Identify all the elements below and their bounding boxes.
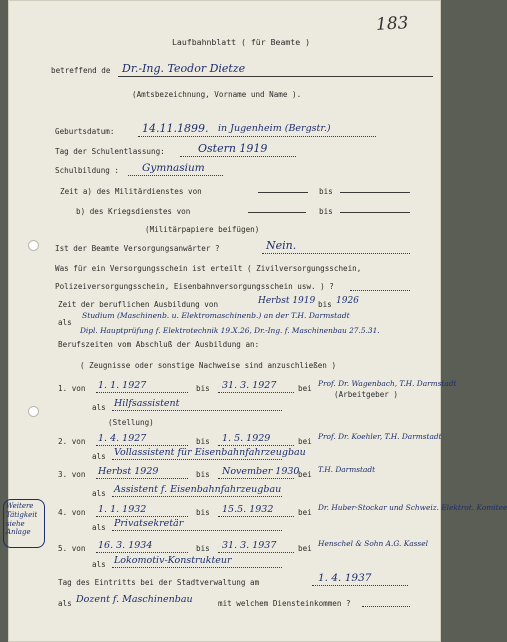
dotted-line — [218, 392, 294, 393]
dotted-line — [96, 478, 188, 479]
entry-bis-label: bis — [196, 437, 210, 446]
versorgungsschein-1: Was für ein Versorgungsschein ist erteilt ( Zivilversorgungsschein, — [55, 264, 362, 273]
militaer-bis: bis — [319, 187, 333, 196]
schulbildung-label: Schulbildung : — [55, 166, 120, 175]
schulentlassung-label: Tag der Schulentlassung: — [55, 147, 165, 156]
entry-arbeitgeber: Prof. Dr. Wagenbach, T.H. Darmstadt — [318, 379, 457, 388]
entry-von: 1. 4. 1927 — [98, 433, 147, 444]
berufszeiten: Berufszeiten vom Abschluß der Ausbildung an: — [58, 340, 260, 349]
ausbildung-line2: Dipl. Hauptprüfung f. Elektrotechnik 19.X.26, Dr.-Ing. f. Maschinenbau 27.5.31. — [80, 326, 380, 335]
dotted-line — [312, 585, 408, 586]
krieg-label: b) des Kriegsdienstes von — [76, 207, 191, 216]
name-hint: (Amtsbezeichnung, Vorname und Name ). — [132, 90, 302, 99]
dotted-line — [96, 516, 188, 517]
dotted-line — [218, 445, 294, 446]
line — [258, 192, 308, 193]
entry-bis-label: bis — [196, 384, 210, 393]
dotted-line — [350, 290, 410, 291]
dotted-line — [96, 445, 188, 446]
side-note-line: siehe — [6, 519, 25, 528]
entry-stellung: Hilfsassistent — [114, 398, 180, 409]
ausbildung-von: Herbst 1919 — [258, 296, 316, 306]
entry-von: 1. 1. 1927 — [98, 380, 147, 391]
form-number: 183 — [375, 13, 409, 35]
side-note-line: Anlage — [6, 528, 31, 537]
ausbildung-bis: 1926 — [336, 296, 359, 306]
entry-stellung: Lokomotiv-Konstrukteur — [114, 555, 232, 566]
entry-als-label: als — [92, 523, 106, 532]
entry-bis-label: bis — [196, 544, 210, 553]
line — [340, 192, 410, 193]
dienst-als: als — [58, 599, 72, 608]
entry-number: 5. von — [58, 544, 86, 553]
dienst-tail: mit welchem Diensteinkommen ? — [218, 599, 351, 608]
entry-bei-label: bei — [298, 470, 312, 479]
side-note-line: Weitere — [6, 502, 34, 510]
punch-hole — [28, 406, 39, 417]
entry-bis-label: bis — [196, 508, 210, 517]
side-note-line: Tätigkeit — [6, 510, 38, 519]
entry-als-label: als — [92, 452, 106, 461]
entry-arbeitgeber: Dr. Huber-Stockar und Schweiz. Elektrot. Komitee — [318, 503, 507, 512]
dotted-line — [112, 530, 282, 531]
eintritt-label: Tag des Eintritts bei der Stadtverwaltung am — [58, 578, 260, 587]
entry-arbeitgeber: Henschel & Sohn A.G. Kassel — [318, 539, 428, 548]
dotted-line — [112, 567, 282, 568]
entry-bis-label: bis — [196, 470, 210, 479]
schulbildung-value: Gymnasium — [142, 162, 205, 174]
line — [248, 212, 306, 213]
entry-bei-label: bei — [298, 384, 312, 393]
dotted-line — [218, 516, 294, 517]
entry-als-label: als — [92, 560, 106, 569]
dotted-line — [112, 410, 282, 411]
entry-von: 16. 3. 1934 — [98, 540, 153, 551]
dotted-line — [128, 175, 223, 176]
entry-bis: 15.5. 1932 — [222, 504, 274, 515]
name-value: Dr.-Ing. Teodor Dietze — [122, 62, 246, 75]
entry-arbeitgeber: T.H. Darmstadt — [318, 465, 376, 474]
nachweise: ( Zeugnisse oder sonstige Nachweise sind anzuschließen ) — [80, 361, 337, 370]
entry-stellung: Vollassistent für Eisenbahnfahrzeugbau — [114, 447, 306, 458]
geburtsdatum-value: 14.11.1899. — [142, 122, 209, 135]
dotted-line — [218, 552, 294, 553]
entry-bei-label: bei — [298, 437, 312, 446]
militaer-label: Zeit a) des Militärdienstes von — [60, 187, 202, 196]
dotted-line — [138, 136, 376, 137]
side-note — [3, 499, 45, 548]
entry-number: 4. von — [58, 508, 86, 517]
dotted-line — [180, 156, 296, 157]
arbeitgeber-label: (Arbeitgeber ) — [334, 390, 399, 399]
eintritt-value: 1. 4. 1937 — [318, 572, 372, 584]
ausbildung-line1: Studium (Maschinenb. u. Elektromaschinenb.) an der T.H. Darmstadt — [82, 311, 350, 320]
dotted-line — [96, 552, 188, 553]
underline — [118, 76, 433, 77]
dotted-line — [362, 606, 410, 607]
entry-stellung: Privatsekretär — [114, 518, 184, 529]
schulentlassung-value: Ostern 1919 — [198, 142, 268, 155]
geburtsdatum-label: Geburtsdatum: — [55, 127, 115, 136]
punch-hole — [28, 240, 39, 251]
line — [340, 212, 410, 213]
krieg-bis: bis — [319, 207, 333, 216]
entry-bis: November 1930 — [222, 466, 300, 477]
stellung-label: (Stellung) — [108, 418, 154, 427]
dotted-line — [218, 478, 294, 479]
ausbildung-bis-label: bis — [318, 300, 332, 309]
dienst-value: Dozent f. Maschinenbau — [76, 594, 193, 605]
entry-bis: 1. 5. 1929 — [222, 433, 271, 444]
versorgung-label: Ist der Beamte Versorgungsanwärter ? — [55, 244, 220, 253]
betreffend-label: betreffend de — [51, 66, 111, 75]
entry-bis: 31. 3. 1927 — [222, 380, 277, 391]
entry-number: 3. von — [58, 470, 86, 479]
dotted-line — [112, 459, 282, 460]
entry-arbeitgeber: Prof. Dr. Koehler, T.H. Darmstadt — [318, 432, 442, 441]
entry-bei-label: bei — [298, 508, 312, 517]
entry-als-label: als — [92, 403, 106, 412]
dotted-line — [262, 253, 410, 254]
dotted-line — [96, 392, 188, 393]
entry-bis: 31. 3. 1937 — [222, 540, 277, 551]
ausbildung-als: als — [58, 318, 72, 327]
dotted-line — [112, 496, 282, 497]
entry-von: Herbst 1929 — [98, 466, 159, 477]
militaerpapiere: (Militärpapiere beifügen) — [145, 225, 260, 234]
entry-bei-label: bei — [298, 544, 312, 553]
entry-als-label: als — [92, 489, 106, 498]
versorgung-value: Nein. — [266, 239, 297, 252]
ausbildung-label: Zeit der beruflichen Ausbildung von — [58, 300, 219, 309]
form-title: Laufbahnblatt ( für Beamte ) — [172, 37, 311, 47]
entry-von: 1. 1. 1932 — [98, 504, 147, 515]
geburtsort-value: in Jugenheim (Bergstr.) — [218, 123, 331, 134]
entry-stellung: Assistent f. Eisenbahnfahrzeugbau — [114, 484, 282, 495]
entry-number: 1. von — [58, 384, 86, 393]
versorgungsschein-2: Polizeiversorgungsschein, Eisenbahnversorgungsschein usw. ) ? — [55, 282, 334, 291]
entry-number: 2. von — [58, 437, 86, 446]
